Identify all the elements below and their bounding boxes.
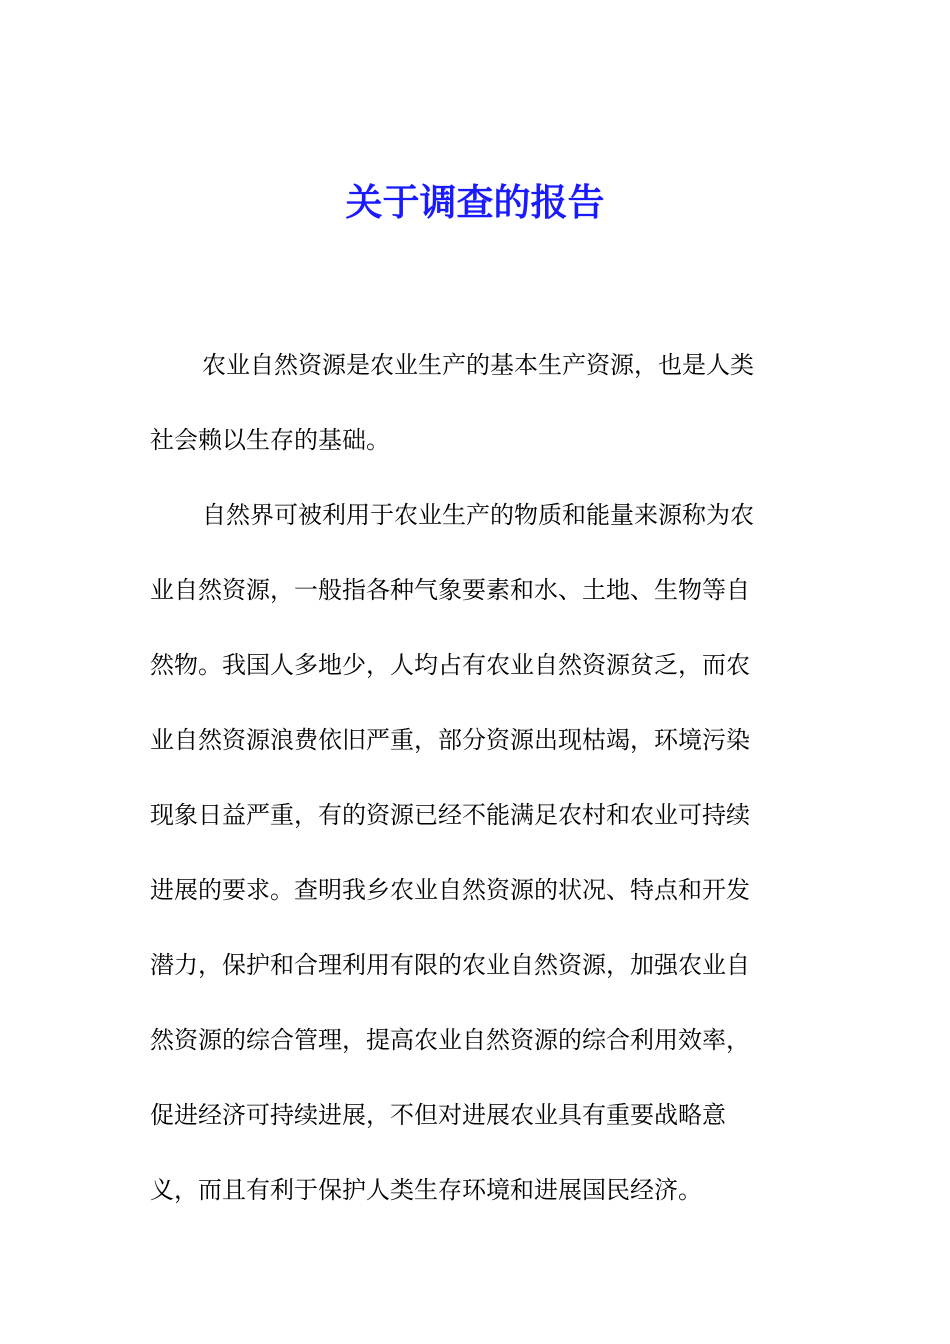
- paragraph-line: 业自然资源浪费依旧严重，部分资源出现枯竭，环境污染: [150, 726, 750, 754]
- paragraph-line: 自然界可被利用于农业生产的物质和能量来源称为农: [202, 501, 754, 529]
- paragraph-2: [150, 478, 790, 1228]
- paragraph-line: 然资源的综合管理，提高农业自然资源的综合利用效率，: [150, 1026, 750, 1054]
- document-body: [150, 328, 790, 1228]
- paragraph-line: 潜力，保护和合理利用有限的农业自然资源，加强农业自: [150, 951, 750, 979]
- paragraph-line: 农业自然资源是农业生产的基本生产资源，也是人类: [202, 351, 754, 379]
- paragraph-line: 业自然资源，一般指各种气象要素和水、土地、生物等自: [150, 576, 750, 604]
- paragraph-line: 然物。我国人多地少，人均占有农业自然资源贫乏，而农: [150, 651, 750, 679]
- paragraph-line: 社会赖以生存的基础。: [150, 426, 390, 454]
- paragraph-line: 现象日益严重，有的资源已经不能满足农村和农业可持续: [150, 801, 750, 829]
- paragraph-line: 进展的要求。查明我乡农业自然资源的状况、特点和开发: [150, 876, 750, 904]
- paragraph-1: [150, 328, 790, 478]
- document-title: 关于调查的报告: [345, 180, 605, 224]
- paragraph-line: 义，而且有利于保护人类生存环境和进展国民经济。: [150, 1176, 702, 1204]
- paragraph-line: 促进经济可持续进展，不但对进展农业具有重要战略意: [150, 1101, 726, 1129]
